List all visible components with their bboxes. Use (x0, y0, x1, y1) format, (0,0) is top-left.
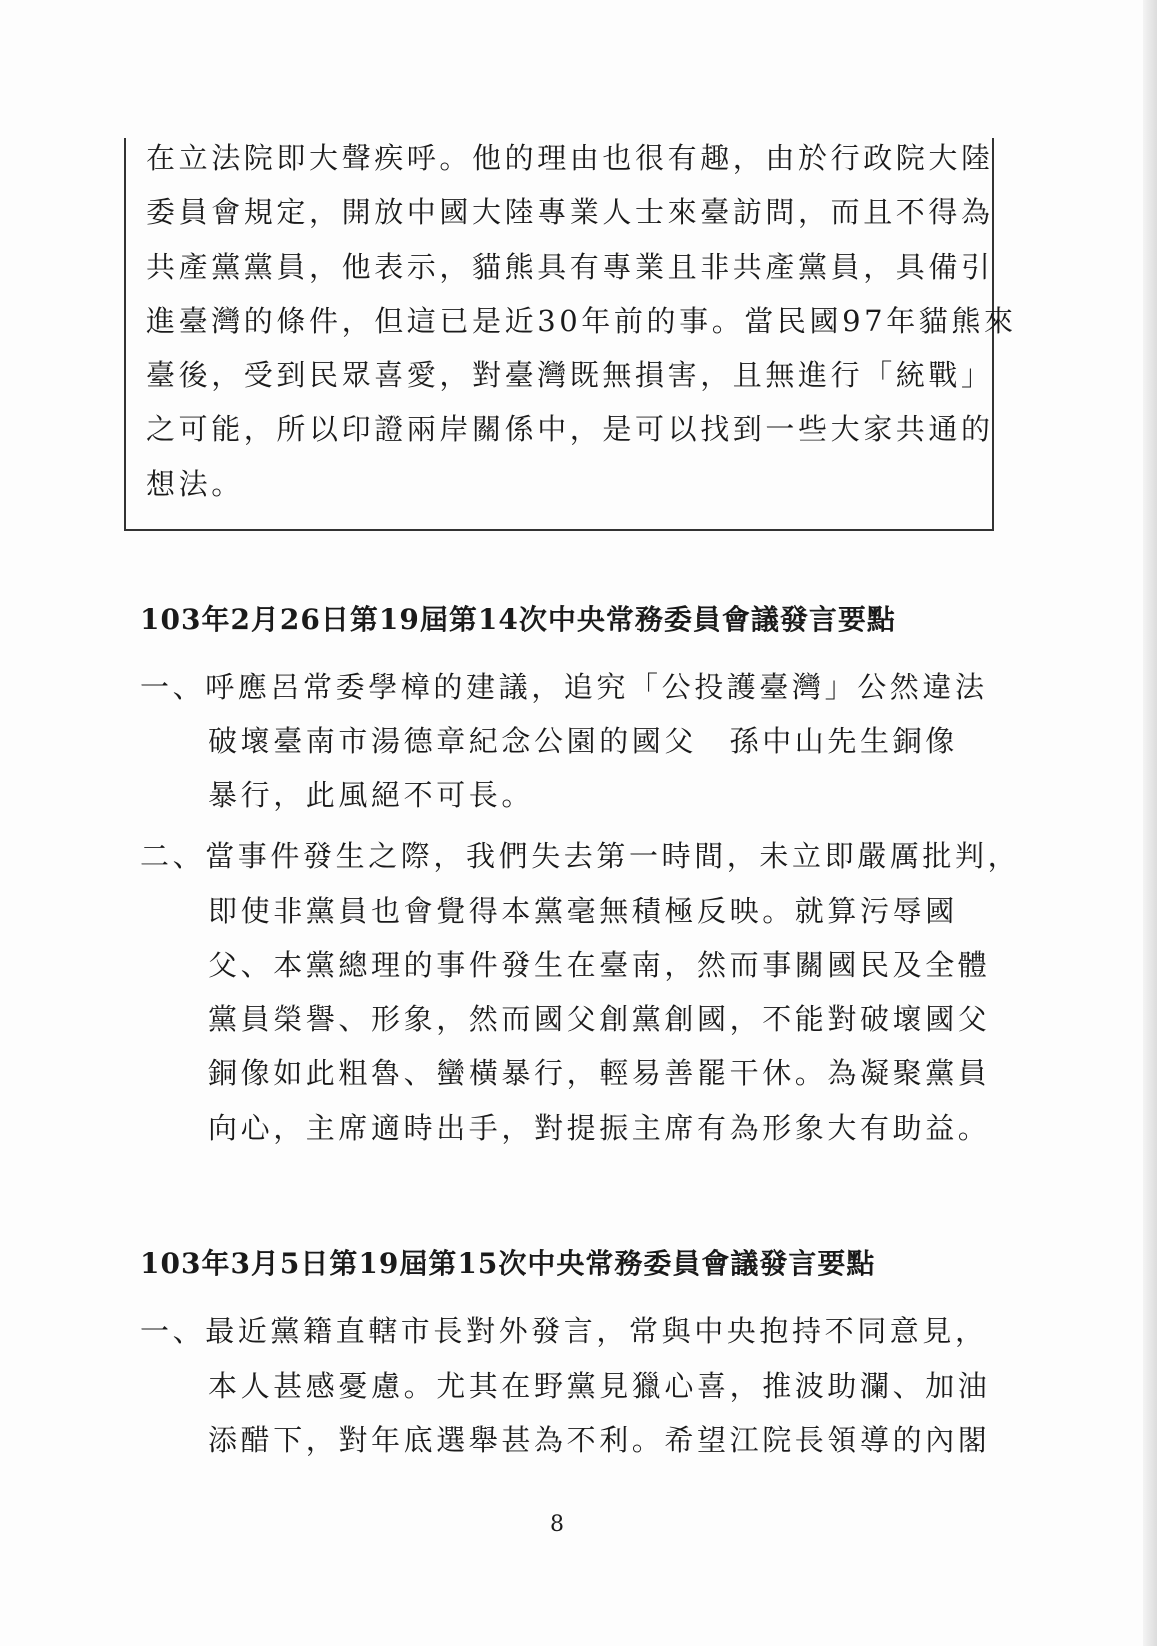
section-1-item-2-line-2: 即使非黨員也會覺得本黨毫無積極反映。就算污辱國 (208, 894, 958, 928)
boxed-paragraph (124, 138, 1017, 531)
page-edge (1143, 0, 1157, 1646)
section-1-item-2-line-1: 二、當事件發生之際，我們失去第一時間，未立即嚴厲批判， (140, 839, 1021, 873)
section-1-item-2-line-5: 銅像如此粗魯、蠻橫暴行，輕易善罷干休。為凝聚黨員 (208, 1056, 991, 1090)
section-2-item-1-line-3: 添醋下，對年底選舉甚為不利。希望江院長領導的內閣 (208, 1423, 991, 1457)
page-number: 8 (550, 1512, 564, 1537)
boxed-line-4: 進臺灣的條件，但這已是近30年前的事。當民國97年貓熊來 (146, 304, 1017, 338)
boxed-line-3: 共產黨黨員，他表示，貓熊具有專業且非共產黨員，具備引 (146, 250, 994, 284)
section-1-heading: 103年2月26日第19屆第14次中央常務委員會議發言要點 (140, 603, 896, 636)
boxed-line-5: 臺後，受到民眾喜愛，對臺灣既無損害，且無進行「統戰」 (146, 358, 994, 392)
section-1-item-2-line-4: 黨員榮譽、形象，然而國父創黨創國，不能對破壞國父 (208, 1002, 991, 1036)
section-1-item-2-line-6: 向心，主席適時出手，對提振主席有為形象大有助益。 (208, 1111, 991, 1145)
section-1-item-1-line-1: 一、呼應呂常委學樟的建議，追究「公投護臺灣」公然違法 (140, 670, 988, 704)
section-1-item-1-line-2: 破壞臺南市湯德章紀念公園的國父 孫中山先生銅像 (208, 724, 958, 758)
boxed-line-2: 委員會規定，開放中國大陸專業人士來臺訪問，而且不得為 (146, 195, 994, 229)
boxed-line-6: 之可能，所以印證兩岸關係中，是可以找到一些大家共通的 (146, 412, 994, 446)
section-2-item-1-line-2: 本人甚感憂慮。尤其在野黨見獵心喜，推波助瀾、加油 (208, 1369, 991, 1403)
section-1-item-1-line-3: 暴行，此風絕不可長。 (208, 778, 535, 812)
boxed-line-7: 想法。 (146, 467, 244, 501)
section-2-item-1-line-1: 一、最近黨籍直轄市長對外發言，常與中央抱持不同意見， (140, 1314, 988, 1348)
section-1-item-2-line-3: 父、本黨總理的事件發生在臺南，然而事關國民及全體 (208, 948, 991, 982)
section-2-heading: 103年3月5日第19屆第15次中央常務委員會議發言要點 (140, 1247, 876, 1280)
boxed-line-1: 在立法院即大聲疾呼。他的理由也很有趣，由於行政院大陸 (146, 141, 994, 175)
